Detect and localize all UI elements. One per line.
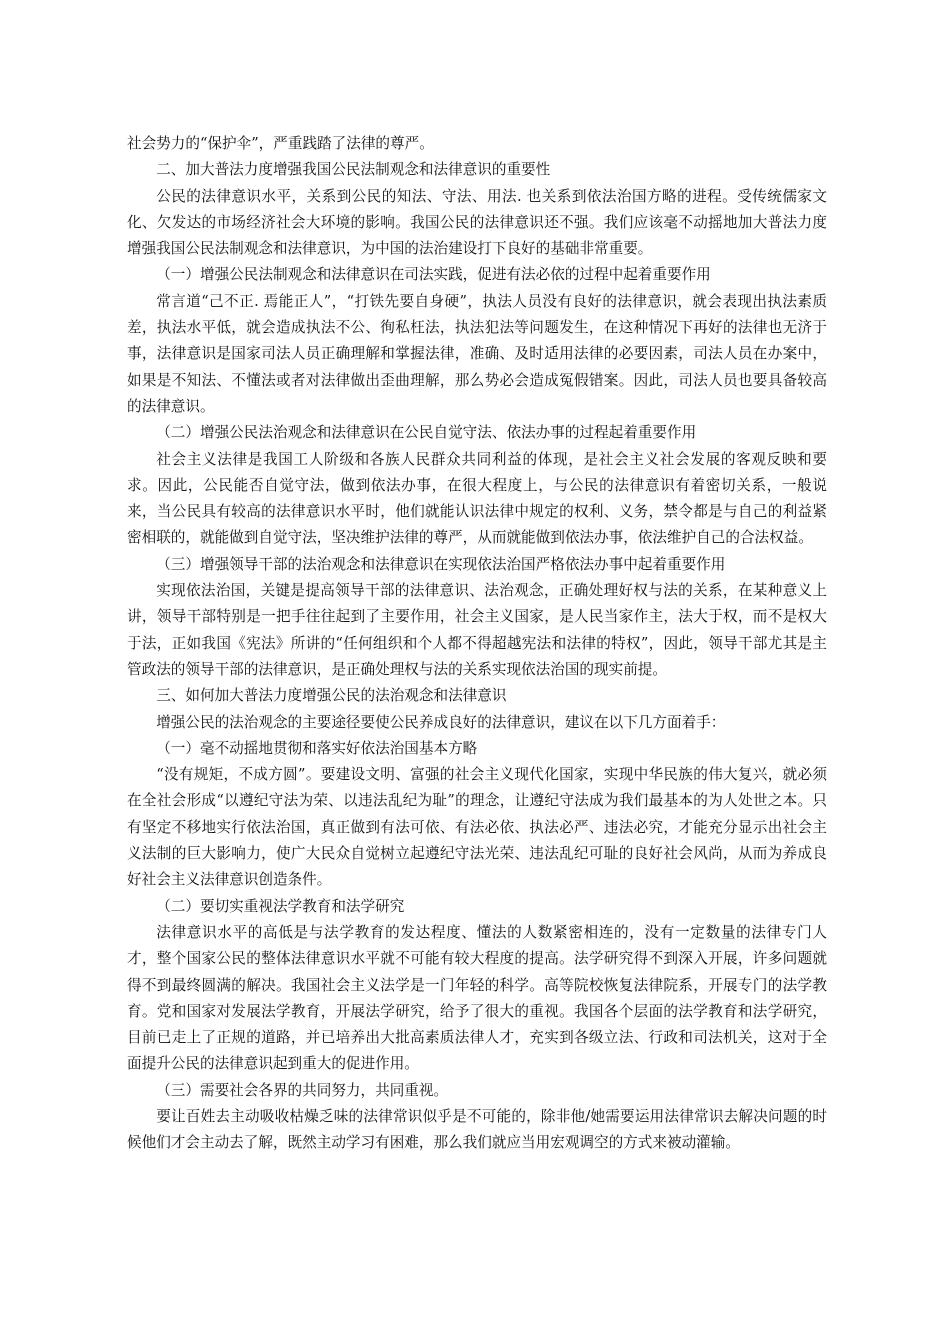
subsection-heading-2-3: （三）增强领导干部的法治观念和法律意识在实现依法治国严格依法办事中起着重要作用 [156, 555, 726, 573]
subsection-heading-2-2: （二）增强公民法治观念和法律意识在公民自觉守法、依法办事的过程起着重要作用 [156, 424, 697, 442]
subsection-heading-3-1: （一）毫不动摇地贯彻和落实好依法治国基本方略 [156, 739, 478, 757]
body-paragraph: 公民的法律意识水平，关系到公民的知法、守法、用法. 也关系到依法治国方略的进程。受传统儒家文化、欠发达的市场经济社会大环境的影响。我国公民的法律意识还不强。我们应该毫不动摇地加大普法力度增强我国公民法制观念和法律意识，为中国的法治建设打下良好的基础非常重要。 [127, 187, 827, 258]
body-paragraph: 常言道“己不正. 焉能正人”，“打铁先要自身硬”，执法人员没有良好的法律意识，就会表现出执法素质差，执法水平低，就会造成执法不公、徇私枉法，执法犯法等问题发生，在这种情况下再好的法律也无济于事，法律意识是国家司法人员正确理解和掌握法律，准确、及时适用法律的必要因素，司法人员在办案中，如果是不知法、不懂法或者对法律做出歪曲理解，那么势必会造成冤假错案。因此，司法人员也要具备较高的法律意识。 [127, 292, 827, 415]
body-paragraph: 社会主义法律是我国工人阶级和各族人民群众共同利益的体现，是社会主义社会发展的客观反映和要求。因此，公民能否自觉守法，做到依法办事，在很大程度上，与公民的法律意识有着密切关系，一般说来，当公民具有较高的法律意识水平时，他们就能认识法律中规定的权利、义务，禁令都是与自己的利益紧密相联的，就能做到自觉守法，坚决维护法律的尊严，从而就能做到依法办事，依法维护自己的合法权益。 [127, 450, 827, 547]
subsection-heading-3-2: （二）要切实重视法学教育和法学研究 [156, 897, 405, 915]
section-heading-3: 三、如何加大普法力度增强公民的法治观念和法律意识 [156, 687, 507, 705]
body-paragraph: 要让百姓去主动吸收枯燥乏味的法律常识似乎是不可能的，除非他/她需要运用法律常识去解决问题的时候他们才会主动去了解，既然主动学习有困难，那么我们就应当用宏观调空的方式来被动灌输。 [127, 1107, 827, 1152]
continuation-paragraph: 社会势力的“保护伞”，严重践踏了法律的尊严。 [127, 135, 434, 152]
body-paragraph: 增强公民的法治观念的主要途径要使公民养成良好的法律意识，建议在以下几方面着手： [156, 713, 726, 731]
body-paragraph: 法律意识水平的高低是与法学教育的发达程度、懂法的人数紧密相连的，没有一定数量的法律专门人才，整个国家公民的整体法律意识水平就不可能有较大程度的提高。法学研究得不到深入开展，许多问题就得不到最终圆满的解决。我国社会主义法学是一门年轻的科学。高等院校恢复法律院系，开展专门的法学教育。党和国家对发展法学教育，开展法学研究，给予了很大的重视。我国各个层面的法学教育和法学研究，目前已走上了正规的道路，并已培养出大批高素质法律人才，充实到各级立法、行政和司法机关，这对于全面提升公民的法律意识起到重大的促进作用。 [127, 923, 827, 1073]
body-paragraph: 实现依法治国，关键是提高领导干部的法律意识、法治观念，正确处理好权与法的关系，在某种意义上讲，领导干部特别是一把手往往起到了主要作用，社会主义国家，是人民当家作主，法大于权，而不是权大于法，正如我国《宪法》所讲的“任何组织和个人都不得超越宪法和法律的特权”，因此，领导干部尤其是主管政法的领导干部的法律意识，是正确处理权与法的关系实现依法治国的现实前提。 [127, 582, 827, 678]
subsection-heading-3-3: （三）需要社会各界的共同努力，共同重视。 [156, 1081, 449, 1099]
subsection-heading-2-1: （一）增强公民法制观念和法律意识在司法实践，促进有法必依的过程中起着重要作用 [156, 266, 711, 284]
section-heading-2: 二、加大普法力度增强我国公民法制观念和法律意识的重要性 [156, 161, 551, 179]
body-paragraph: “没有规矩，不成方圆”。要建设文明、富强的社会主义现代化国家，实现中华民族的伟大复兴，就必须在全社会形成“以遵纪守法为荣、以违法乱纪为耻”的理念，让遵纪守法成为我们最基本的为人处世之本。只有坚定不移地实行依法治国，真正做到有法可依、有法必依、执法必严、违法必究，才能充分显示出社会主义法制的巨大影响力，使广大民众自觉树立起遵纪守法光荣、违法乱纪可耻的良好社会风尚，从而为养成良好社会主义法律意识创造条件。 [127, 766, 827, 889]
document-page [127, 131, 827, 1157]
